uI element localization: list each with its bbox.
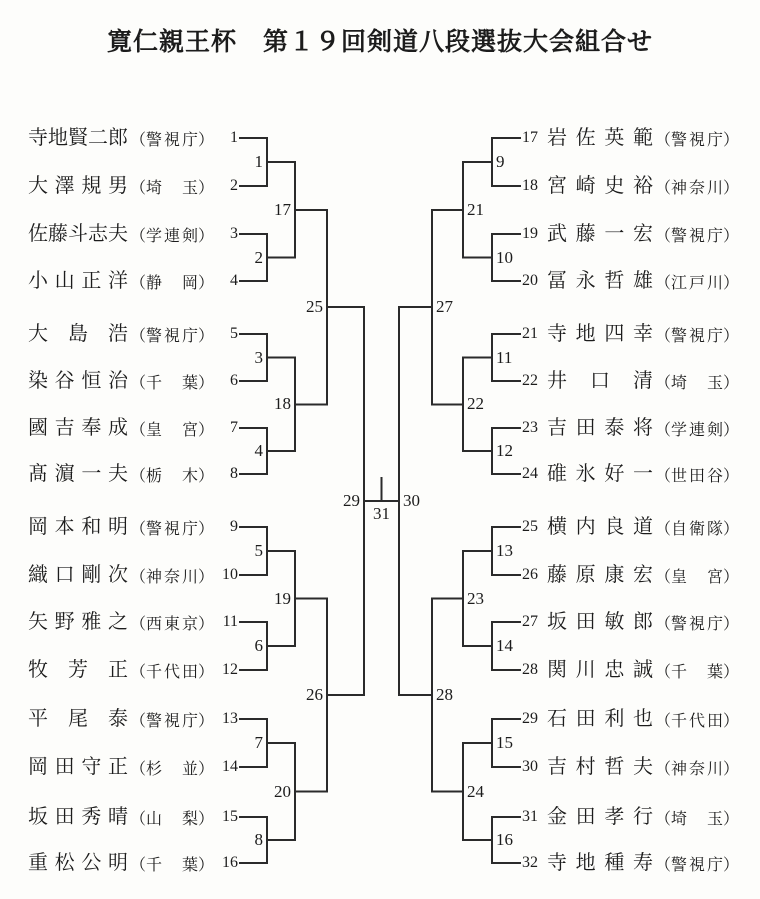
player-entry — [28, 320, 238, 348]
player-affiliation-text: 警 視 庁 — [146, 131, 198, 149]
player-affiliation: （ 山 梨 ） — [130, 806, 214, 829]
player-affiliation: （ 警 視 庁 ） — [130, 323, 214, 346]
player-name: 髙 濵 一 夫 — [28, 463, 128, 485]
match-number: 29 — [343, 491, 360, 510]
match-number: 20 — [274, 781, 291, 801]
player-affiliation-text: 学 連 剣 — [146, 227, 198, 245]
match-number: 13 — [496, 541, 513, 560]
player-seed-number: 30 — [522, 758, 538, 775]
player-seed-number: 8 — [230, 465, 238, 482]
player-seed-number: 31 — [522, 808, 538, 825]
player-seed-number: 23 — [522, 419, 538, 436]
player-affiliation: （ 栃 木 ） — [130, 463, 214, 486]
player-entry — [522, 561, 748, 589]
player-name: 吉 田 泰 将 — [547, 417, 653, 439]
player-entry — [28, 849, 238, 877]
player-entry — [28, 220, 238, 248]
player-entry — [28, 753, 238, 781]
player-name: 寺 地 賢 二 郎 — [28, 127, 128, 149]
player-affiliation: （ 警 視 庁 ） — [655, 611, 739, 634]
player-affiliation: （ 千 葉 ） — [130, 852, 214, 875]
match-number: 3 — [254, 347, 263, 367]
player-affiliation-text: 神 奈 川 — [671, 179, 723, 197]
player-affiliation: （ 西 東 京 ） — [130, 611, 214, 634]
player-seed-number: 25 — [522, 518, 538, 535]
player-affiliation-text: 静 岡 — [146, 274, 199, 292]
player-name: 岡 本 和 明 — [28, 516, 128, 538]
player-affiliation: （ 警 視 庁 ） — [655, 223, 739, 246]
player-affiliation-text: 埼 玉 — [671, 810, 724, 828]
match-number: 10 — [496, 247, 513, 267]
player-affiliation-text: 警 視 庁 — [146, 327, 198, 345]
match-number: 1 — [254, 152, 263, 171]
page-title: 寛仁親王杯 第１９回剣道八段選抜大会組合せ — [106, 29, 653, 56]
player-affiliation-text: 千 代 田 — [671, 712, 723, 730]
player-name: 織 口 剛 次 — [28, 564, 128, 586]
player-name: 藤 原 康 宏 — [547, 564, 653, 586]
player-affiliation: （ 警 視 庁 ） — [655, 323, 739, 346]
match-number: 22 — [467, 394, 484, 414]
player-entry — [522, 656, 748, 684]
match-number: 8 — [254, 830, 263, 849]
player-name: 小 山 正 洋 — [28, 270, 128, 292]
player-affiliation-text: 江 戸 川 — [671, 274, 723, 292]
player-affiliation: （ 警 視 庁 ） — [655, 127, 739, 150]
player-seed-number: 21 — [522, 325, 538, 342]
player-affiliation-text: 警 視 庁 — [671, 227, 723, 245]
player-affiliation-text: 栃 木 — [146, 467, 199, 485]
player-entry — [28, 367, 238, 395]
match-number: 9 — [496, 152, 505, 171]
player-entry — [522, 172, 748, 200]
player-entry — [28, 705, 238, 733]
player-seed-number: 6 — [230, 372, 238, 389]
player-seed-number: 1 — [230, 129, 238, 146]
match-number: 27 — [436, 297, 453, 316]
player-affiliation-text: 千 代 田 — [146, 663, 198, 681]
player-affiliation: （ 皇 宮 ） — [130, 417, 214, 440]
player-seed-number: 2 — [230, 177, 238, 194]
match-number: 4 — [254, 441, 263, 460]
player-affiliation: （ 自 衛 隊 ） — [655, 516, 739, 539]
player-name: 寺 地 種 寿 — [547, 852, 653, 874]
player-affiliation-text: 警 視 庁 — [671, 131, 723, 149]
player-entry — [28, 561, 238, 589]
player-affiliation-text: 千 葉 — [671, 663, 724, 681]
player-seed-number: 5 — [230, 325, 238, 342]
match-number: 2 — [254, 247, 263, 267]
player-name: 大 島 浩 — [28, 323, 128, 345]
player-affiliation-text: 神 奈 川 — [671, 760, 723, 778]
match-number: 21 — [467, 199, 484, 219]
player-affiliation-text: 警 視 庁 — [671, 856, 723, 874]
player-name: 坂 田 秀 晴 — [28, 806, 128, 828]
player-affiliation: （ 神 奈 川 ） — [655, 175, 739, 198]
player-entry — [522, 460, 748, 488]
player-seed-number: 3 — [230, 225, 238, 242]
player-affiliation-text: 皇 宮 — [671, 568, 724, 586]
player-name: 牧 芳 正 — [28, 659, 128, 681]
player-seed-number: 12 — [222, 661, 238, 678]
player-name: 碓 氷 好 一 — [547, 463, 653, 485]
player-name: 冨 永 哲 雄 — [547, 270, 653, 292]
player-entry — [28, 460, 238, 488]
player-affiliation-text: 警 視 庁 — [146, 520, 198, 538]
player-seed-number: 10 — [222, 566, 238, 583]
player-entry — [522, 753, 748, 781]
player-entry — [28, 267, 238, 295]
player-seed-number: 28 — [522, 661, 538, 678]
player-entry — [522, 124, 748, 152]
player-seed-number: 14 — [222, 758, 238, 775]
player-name: 矢 野 雅 之 — [28, 611, 128, 633]
player-entry — [28, 513, 238, 541]
player-seed-number: 17 — [522, 129, 538, 146]
player-name: 國 吉 奉 成 — [28, 417, 128, 439]
player-seed-number: 22 — [522, 372, 538, 389]
player-affiliation: （ 警 視 庁 ） — [130, 516, 214, 539]
player-entry — [28, 608, 238, 636]
match-number: 26 — [306, 685, 323, 704]
match-number: 24 — [467, 781, 484, 801]
player-name: 金 田 孝 行 — [547, 806, 653, 828]
player-seed-number: 20 — [522, 272, 538, 289]
player-affiliation-text: 自 衛 隊 — [671, 520, 723, 538]
player-entry — [522, 367, 748, 395]
player-affiliation-text: 警 視 庁 — [146, 712, 198, 730]
player-entry — [522, 414, 748, 442]
player-name: 横 内 良 道 — [547, 516, 653, 538]
match-number: 23 — [467, 588, 484, 608]
match-number: 28 — [436, 685, 453, 704]
player-affiliation: （ 神 奈 川 ） — [655, 756, 739, 779]
player-entry — [522, 705, 748, 733]
player-affiliation: （ 千 代 田 ） — [130, 659, 214, 682]
player-seed-number: 7 — [230, 419, 238, 436]
player-affiliation-text: 西 東 京 — [146, 615, 198, 633]
player-name: 石 田 利 也 — [547, 708, 653, 730]
player-seed-number: 18 — [522, 177, 538, 194]
player-affiliation: （ 警 視 庁 ） — [655, 852, 739, 875]
player-seed-number: 9 — [230, 518, 238, 535]
player-name: 井 口 清 — [547, 370, 653, 392]
player-name: 染 谷 恒 治 — [28, 370, 128, 392]
player-affiliation-text: 皇 宮 — [146, 421, 199, 439]
player-seed-number: 24 — [522, 465, 538, 482]
player-affiliation-text: 神 奈 川 — [146, 568, 198, 586]
player-entry — [28, 124, 238, 152]
player-affiliation: （ 埼 玉 ） — [130, 175, 214, 198]
player-affiliation-text: 警 視 庁 — [671, 327, 723, 345]
player-name: 佐 藤 斗 志 夫 — [28, 223, 128, 245]
match-number: 31 — [373, 504, 390, 523]
player-entry — [522, 220, 748, 248]
player-name: 寺 地 四 幸 — [547, 323, 653, 345]
match-number: 14 — [496, 636, 513, 655]
player-affiliation-text: 山 梨 — [146, 810, 199, 828]
player-affiliation: （ 皇 宮 ） — [655, 564, 739, 587]
player-seed-number: 13 — [222, 710, 238, 727]
player-seed-number: 15 — [222, 808, 238, 825]
match-number: 11 — [496, 347, 513, 367]
player-entry — [28, 656, 238, 684]
player-affiliation: （ 静 岡 ） — [130, 270, 214, 293]
player-entry — [522, 267, 748, 295]
player-entry — [522, 320, 748, 348]
player-affiliation-text: 埼 玉 — [146, 179, 199, 197]
player-affiliation: （ 千 葉 ） — [130, 370, 214, 393]
player-name: 関 川 忠 誠 — [547, 659, 653, 681]
player-name: 武 藤 一 宏 — [547, 223, 653, 245]
match-number: 25 — [306, 297, 323, 316]
match-number: 12 — [496, 441, 513, 460]
player-name: 坂 田 敏 郎 — [547, 611, 653, 633]
player-affiliation: （ 警 視 庁 ） — [130, 127, 214, 150]
player-name: 岩 佐 英 範 — [547, 127, 653, 149]
player-entry — [522, 608, 748, 636]
player-seed-number: 19 — [522, 225, 538, 242]
player-affiliation: （ 神 奈 川 ） — [130, 564, 214, 587]
player-affiliation: （ 千 葉 ） — [655, 659, 739, 682]
match-number: 17 — [274, 199, 291, 219]
match-number: 7 — [254, 733, 263, 752]
player-affiliation: （ 杉 並 ） — [130, 756, 214, 779]
player-affiliation-text: 千 葉 — [146, 856, 199, 874]
player-seed-number: 29 — [522, 710, 538, 727]
player-affiliation-text: 学 連 剣 — [671, 421, 723, 439]
match-number: 16 — [496, 830, 513, 849]
player-entry — [28, 803, 238, 831]
match-number: 15 — [496, 733, 513, 752]
player-affiliation-text: 杉 並 — [146, 760, 199, 778]
player-seed-number: 16 — [222, 854, 238, 871]
player-name: 岡 田 守 正 — [28, 756, 128, 778]
player-affiliation: （ 学 連 剣 ） — [130, 223, 214, 246]
match-number: 18 — [274, 394, 291, 414]
match-number: 6 — [254, 636, 263, 655]
player-affiliation-text: 警 視 庁 — [671, 615, 723, 633]
match-number: 5 — [254, 541, 263, 560]
player-name: 吉 村 哲 夫 — [547, 756, 653, 778]
player-name: 大 澤 規 男 — [28, 175, 128, 197]
player-affiliation: （ 学 連 剣 ） — [655, 417, 739, 440]
player-name: 重 松 公 明 — [28, 852, 128, 874]
player-affiliation-text: 埼 玉 — [671, 374, 724, 392]
player-seed-number: 27 — [522, 613, 538, 630]
player-entry — [28, 414, 238, 442]
player-entry — [522, 849, 748, 877]
player-name: 宮 崎 史 裕 — [547, 175, 653, 197]
player-affiliation: （ 埼 玉 ） — [655, 806, 739, 829]
player-seed-number: 26 — [522, 566, 538, 583]
match-number: 30 — [403, 491, 420, 510]
match-number: 19 — [274, 588, 291, 608]
player-affiliation: （ 埼 玉 ） — [655, 370, 739, 393]
player-entry — [28, 172, 238, 200]
player-affiliation: （ 千 代 田 ） — [655, 708, 739, 731]
player-name: 平 尾 泰 — [28, 708, 128, 730]
player-affiliation-text: 千 葉 — [146, 374, 199, 392]
player-affiliation: （ 世 田 谷 ） — [655, 463, 739, 486]
player-seed-number: 11 — [222, 613, 238, 630]
player-seed-number: 4 — [230, 272, 238, 289]
player-entry — [522, 803, 748, 831]
player-seed-number: 32 — [522, 854, 538, 871]
player-entry — [522, 513, 748, 541]
player-affiliation: （ 警 視 庁 ） — [130, 708, 214, 731]
player-affiliation-text: 世 田 谷 — [671, 467, 723, 485]
player-affiliation: （ 江 戸 川 ） — [655, 270, 739, 293]
